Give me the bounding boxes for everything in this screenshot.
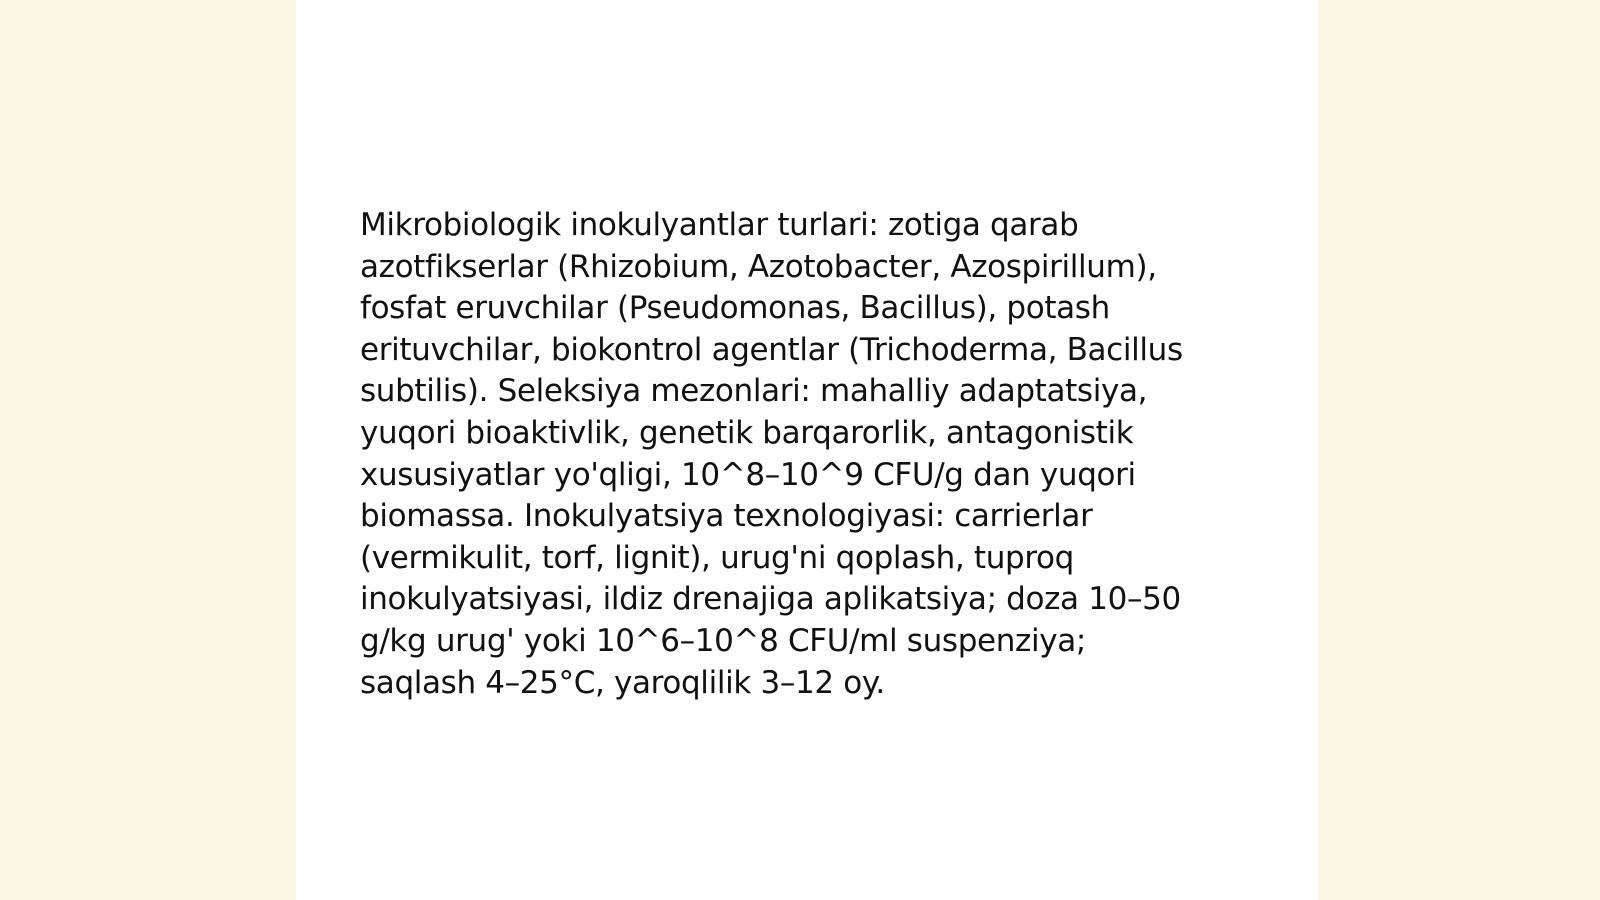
text-line: azotfikserlar (Rhizobium, Azotobacter, Azospirillum), bbox=[360, 248, 1157, 285]
text-line: yuqori bioaktivlik, genetik barqarorlik, antagonistik bbox=[360, 414, 1134, 451]
slide bbox=[296, 0, 1318, 900]
text-line: fosfat eruvchilar (Pseudomonas, Bacillus), potash bbox=[360, 290, 1110, 327]
text-line: (vermikulit, torf, lignit), urug'ni qoplash, tuproq bbox=[360, 539, 1074, 576]
text-line: g/kg urug' yoki 10^6–10^8 CFU/ml suspenziya; bbox=[360, 622, 1086, 659]
text-line: xususiyatlar yo'qligi, 10^8–10^9 CFU/g dan yuqori bbox=[360, 456, 1136, 493]
slide-body-text bbox=[360, 205, 1260, 704]
text-line: inokulyatsiyasi, ildiz drenajiga aplikatsiya; doza 10–50 bbox=[360, 581, 1181, 618]
text-line: erituvchilar, biokontrol agentlar (Trichoderma, Bacillus bbox=[360, 331, 1183, 368]
text-line: subtilis). Seleksiya mezonlari: mahalliy adaptatsiya, bbox=[360, 373, 1148, 410]
text-line: Mikrobiologik inokulyantlar turlari: zotiga qarab bbox=[360, 207, 1079, 243]
text-line: saqlash 4–25°C, yaroqlilik 3–12 oy. bbox=[360, 664, 885, 701]
text-line: biomassa. Inokulyatsiya texnologiyasi: carrierlar bbox=[360, 498, 1093, 535]
